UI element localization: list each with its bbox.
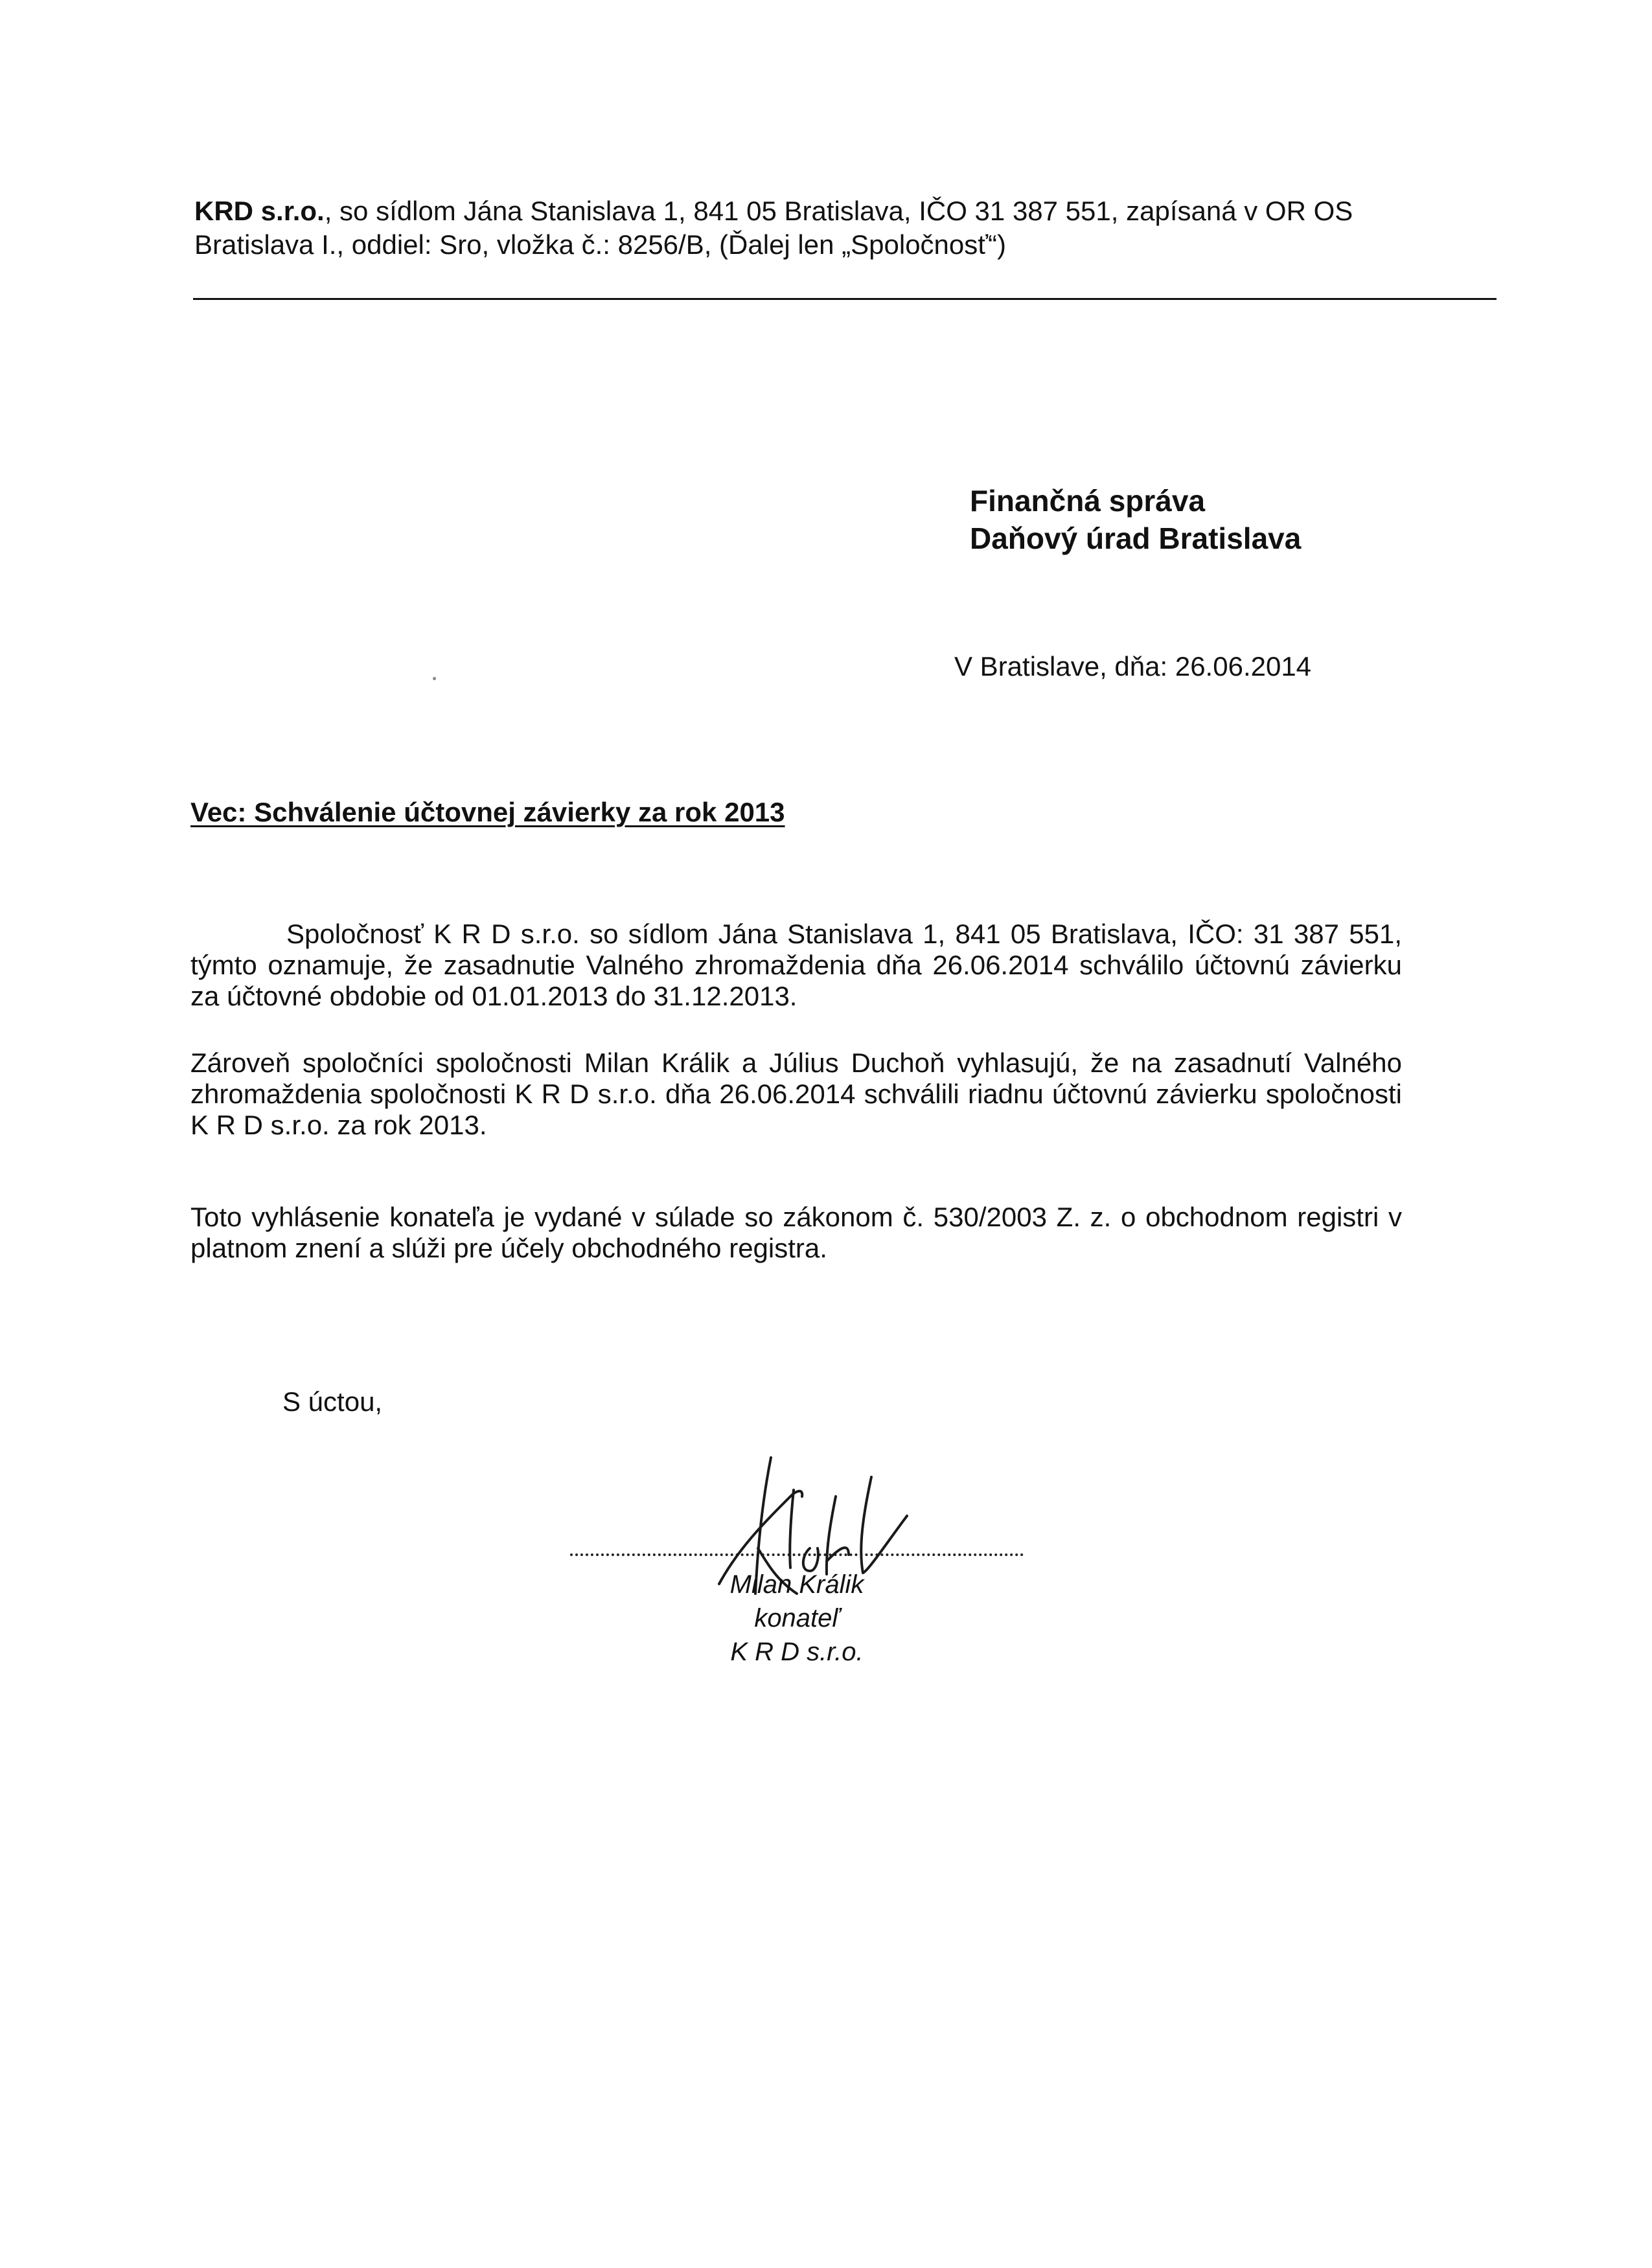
body-paragraph-3: Toto vyhlásenie konateľa je vydané v súlade so zákonom č. 530/2003 Z. z. o obchodnom registri v platnom znení a slúži pre účely obchodného registra. <box>190 1202 1402 1263</box>
addressee-block <box>970 482 1301 557</box>
scan-speck <box>433 677 436 680</box>
body-paragraph-1: Spoločnosť K R D s.r.o. so sídlom Jána Stanislava 1, 841 05 Bratislava, IČO: 31 387 551, týmto oznamuje, že zasadnutie Valného zhromaždenia dňa 26.06.2014 schválilo účtovnú závierku za účtovné obdobie od 01.01.2013 do 31.12.2013. <box>190 919 1402 1011</box>
place-date: V Bratislave, dňa: 26.06.2014 <box>954 651 1312 682</box>
signer-name: Milan Králik <box>729 1570 864 1599</box>
signer-block <box>713 1568 881 1669</box>
company-details: , so sídlom Jána Stanislava 1, 841 05 Bratislava, IČO 31 387 551, zapísaná v OR OS Bratislava I., oddiel: Sro, vložka č.: 8256/B, (Ďalej len „Spoločnosť“) <box>194 196 1353 260</box>
letterhead-divider <box>193 298 1497 300</box>
subject-line: Vec: Schválenie účtovnej závierky za rok 2013 <box>190 797 785 827</box>
signer-company: K R D s.r.o. <box>730 1638 864 1666</box>
addressee-line-1: Finančná správa <box>970 484 1206 518</box>
letterhead <box>194 194 1432 262</box>
company-name: KRD s.r.o. <box>194 196 325 226</box>
signer-role: konateľ <box>754 1604 840 1632</box>
body-paragraph-2: Zároveň spoločníci spoločnosti Milan Králik a Július Duchoň vyhlasujú, že na zasadnutí Valného zhromaždenia spoločnosti K R D s.r.o. dňa 26.06.2014 schválili riadnu účtovnú závierku spoločnosti K R D s.r.o. za rok 2013. <box>190 1048 1402 1140</box>
addressee-line-2: Daňový úrad Bratislava <box>970 521 1302 555</box>
closing-greeting: S úctou, <box>282 1386 383 1417</box>
